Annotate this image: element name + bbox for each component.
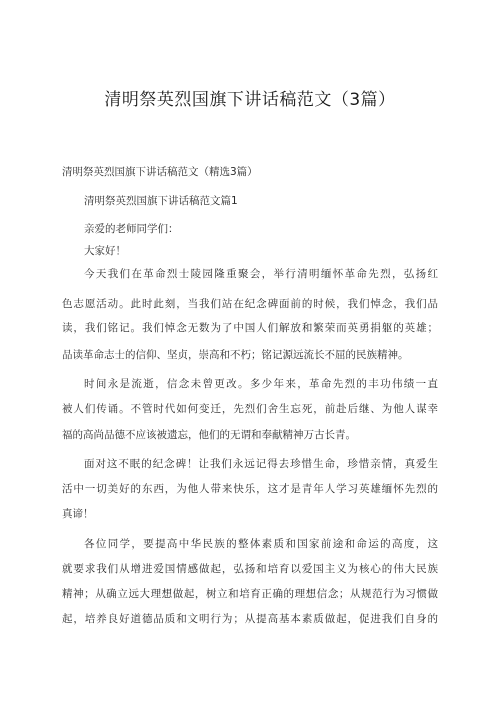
paragraph-line: 各位同学，要提高中华民族的整体素质和国家前途和命运的高度，这 <box>84 538 438 550</box>
paragraph-line: 活中一切美好的东西，为他人带来快乐，这才是青年人学习英雄缅怀先烈的 <box>62 483 438 495</box>
paragraph-line: 就要求我们从增进爱国情感做起，弘扬和培育以爱国主义为核心的伟大民族 <box>62 563 438 575</box>
paragraph-line: 起，培养良好道德品质和文明行为；从提高基本素质做起，促进我们自身的 <box>62 613 438 625</box>
salutation: 亲爱的老师同学们： <box>84 223 179 235</box>
paragraph-line: 福的高尚品德不应该被遗忘，他们的无谓和奉献精神万古长青。 <box>62 429 356 441</box>
document-title: 清明祭英烈国旗下讲话稿范文（3篇） <box>104 90 396 110</box>
section-heading: 清明祭英烈国旗下讲话稿范文篇1 <box>84 195 238 207</box>
paragraph-line: 今天我们在革命烈士陵园隆重聚会，举行清明缅怀革命先烈，弘扬红 <box>84 268 438 280</box>
greeting: 大家好！ <box>84 245 126 257</box>
paragraph-line: 时间永是流逝，信念未曾更改。多少年来，革命先烈的丰功伟绩一直 <box>84 378 438 390</box>
paragraph-line: 被人们传诵。不管时代如何变迁，先烈们舍生忘死，前赴后继、为他人谋幸 <box>62 403 438 415</box>
paragraph-line: 品读革命志士的信仰、坚贞，崇高和不朽；铭记源远流长不屈的民族精神。 <box>62 349 409 361</box>
paragraph-line: 精神；从确立远大理想做起，树立和培育正确的理想信念；从规范行为习惯做 <box>62 588 438 600</box>
paragraph-line: 色志愿活动。此时此刻，当我们站在纪念碑面前的时候，我们悼念，我们品 <box>62 298 438 310</box>
document-subtitle: 清明祭英烈国旗下讲话稿范文（精选3篇） <box>62 166 258 178</box>
paragraph-line: 真谛！ <box>62 508 94 520</box>
paragraph-line: 读，我们铭记。我们悼念无数为了中国人们解放和繁荣而英勇捐躯的英雄； <box>62 322 438 334</box>
paragraph-line: 面对这不眠的纪念碑！让我们永远记得去珍惜生命，珍惜亲情，真爱生 <box>84 458 438 470</box>
